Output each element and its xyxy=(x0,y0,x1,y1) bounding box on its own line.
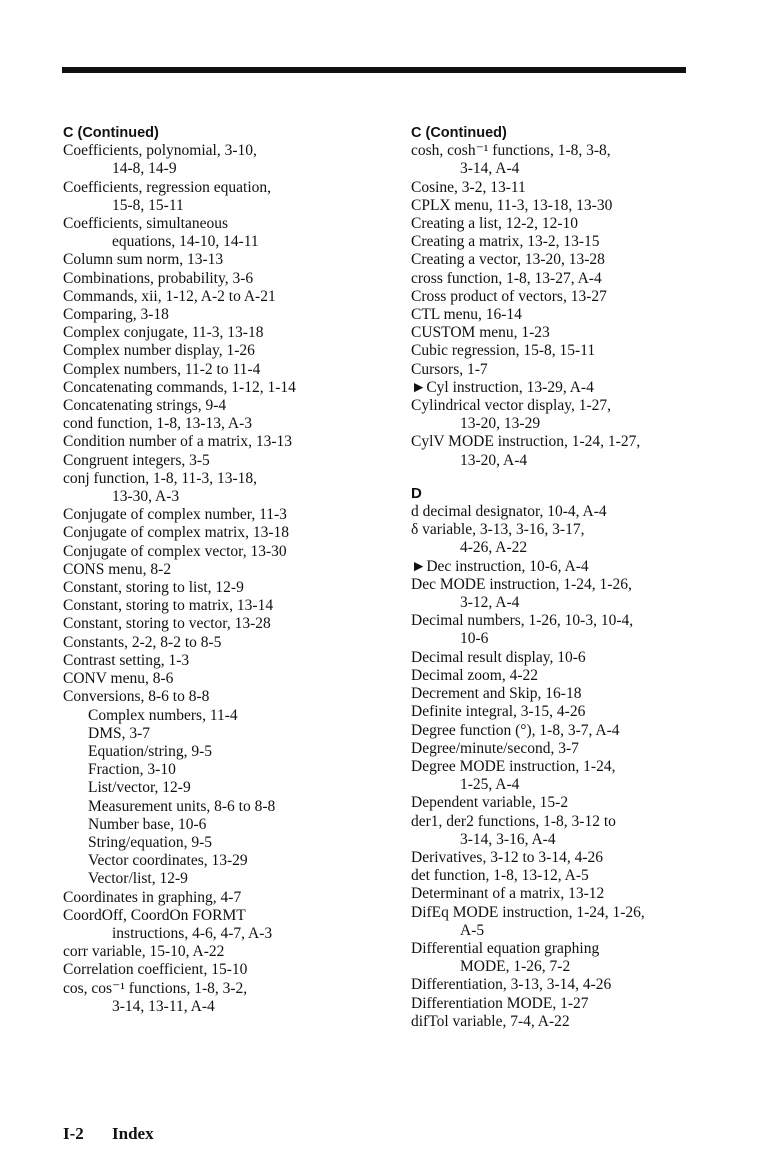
index-entry: Creating a list, 12-2, 12-10 xyxy=(411,215,579,233)
index-entry: Constant, storing to matrix, 13-14 xyxy=(63,597,274,615)
section-letter-d: D xyxy=(411,484,422,502)
index-subentry: DMS, 3-7 xyxy=(88,724,151,742)
entry-list xyxy=(63,142,363,1016)
index-entry: CylV MODE instruction, 1-24, 1-27, xyxy=(411,433,641,451)
index-subentry: Vector coordinates, 13-29 xyxy=(88,852,248,870)
index-entry: CONV menu, 8-6 xyxy=(63,670,174,688)
index-entry-continuation: 13-30, A-3 xyxy=(112,488,180,506)
entry-list xyxy=(411,503,711,1031)
index-entry-continuation: 1-25, A-4 xyxy=(460,776,520,794)
index-entry: Condition number of a matrix, 13-13 xyxy=(63,433,293,451)
index-entry: Column sum norm, 13-13 xyxy=(63,251,224,269)
footer-section-title: Index xyxy=(112,1124,154,1143)
index-entry-continuation: A-5 xyxy=(460,921,485,939)
index-entry: Definite integral, 3-15, 4-26 xyxy=(411,703,586,721)
index-entry: Conversions, 8-6 to 8-8 xyxy=(63,688,210,706)
index-entry-continuation: 10-6 xyxy=(460,630,489,648)
index-subentry: Complex numbers, 11-4 xyxy=(88,706,238,724)
index-entry: Cross product of vectors, 13-27 xyxy=(411,287,607,305)
index-entry: Constants, 2-2, 8-2 to 8-5 xyxy=(63,633,222,651)
index-entry: Decimal result display, 10-6 xyxy=(411,648,586,666)
index-entry: Dec MODE instruction, 1-24, 1-26, xyxy=(411,575,632,593)
index-entry: Cosine, 3-2, 13-11 xyxy=(411,178,526,196)
index-entry: conj function, 1-8, 11-3, 13-18, xyxy=(63,469,257,487)
index-entry: Coordinates in graphing, 4-7 xyxy=(63,888,242,906)
index-entry: Conjugate of complex matrix, 13-18 xyxy=(63,524,289,542)
index-entry: Degree MODE instruction, 1-24, xyxy=(411,757,616,775)
index-entry: Degree function (°), 1-8, 3-7, A-4 xyxy=(411,721,620,739)
index-entry: Differential equation graphing xyxy=(411,939,600,957)
index-entry: Concatenating strings, 9-4 xyxy=(63,397,227,415)
index-entry: CPLX menu, 11-3, 13-18, 13-30 xyxy=(411,196,613,214)
index-entry: corr variable, 15-10, A-22 xyxy=(63,943,225,961)
index-entry: Differentiation, 3-13, 3-14, 4-26 xyxy=(411,976,612,994)
page-footer xyxy=(63,1124,154,1144)
column-heading: C (Continued) xyxy=(411,125,507,141)
index-entry: ►Dec instruction, 10-6, A-4 xyxy=(411,557,589,575)
index-entry: d decimal designator, 10-4, A-4 xyxy=(411,503,607,521)
index-entry: Differentiation MODE, 1-27 xyxy=(411,994,589,1012)
index-entry: Coefficients, regression equation, xyxy=(63,178,272,196)
index-subentry: Vector/list, 12-9 xyxy=(88,870,188,888)
index-entry: Coefficients, simultaneous xyxy=(63,215,229,233)
index-entry-continuation: instructions, 4-6, 4-7, A-3 xyxy=(112,924,273,942)
index-entry: cos, cos⁻¹ functions, 1-8, 3-2, xyxy=(63,979,248,997)
index-entry: CUSTOM menu, 1-23 xyxy=(411,324,550,342)
index-entry: Constant, storing to list, 12-9 xyxy=(63,579,244,597)
index-entry: Complex numbers, 11-2 to 11-4 xyxy=(63,360,261,378)
index-column-left xyxy=(63,124,363,1016)
index-entry-continuation: MODE, 1-26, 7-2 xyxy=(460,958,571,976)
index-entry: Constant, storing to vector, 13-28 xyxy=(63,615,271,633)
index-entry-continuation: 13-20, 13-29 xyxy=(460,415,541,433)
index-entry: Congruent integers, 3-5 xyxy=(63,451,210,469)
column-heading: C (Continued) xyxy=(63,125,159,141)
index-entry: Decimal zoom, 4-22 xyxy=(411,666,538,684)
index-entry: cross function, 1-8, 13-27, A-4 xyxy=(411,269,602,287)
index-entry: Concatenating commands, 1-12, 1-14 xyxy=(63,378,296,396)
index-entry: der1, der2 functions, 1-8, 3-12 to xyxy=(411,812,616,830)
index-entry: Degree/minute/second, 3-7 xyxy=(411,739,579,757)
index-entry: ►Cyl instruction, 13-29, A-4 xyxy=(411,378,594,396)
index-entry: Cubic regression, 15-8, 15-11 xyxy=(411,342,596,360)
index-entry: Cursors, 1-7 xyxy=(411,360,488,378)
index-entry: DifEq MODE instruction, 1-24, 1-26, xyxy=(411,903,645,921)
index-entry: Commands, xii, 1-12, A-2 to A-21 xyxy=(63,287,276,305)
index-entry-continuation: 13-20, A-4 xyxy=(460,451,528,469)
index-entry-continuation: 14-8, 14-9 xyxy=(112,160,177,178)
index-entry: δ variable, 3-13, 3-16, 3-17, xyxy=(411,521,585,539)
index-column-right xyxy=(411,124,711,1031)
index-entry: Derivatives, 3-12 to 3-14, 4-26 xyxy=(411,848,603,866)
index-subentry: Number base, 10-6 xyxy=(88,815,207,833)
index-entry-continuation: 3-14, 3-16, A-4 xyxy=(460,830,556,848)
index-entry: Conjugate of complex number, 11-3 xyxy=(63,506,287,524)
index-subentry: String/equation, 9-5 xyxy=(88,833,212,851)
index-entry-continuation: 3-14, 13-11, A-4 xyxy=(112,997,215,1015)
index-entry-continuation: equations, 14-10, 14-11 xyxy=(112,233,259,251)
index-entry: cond function, 1-8, 13-13, A-3 xyxy=(63,415,252,433)
page-number: I-2 xyxy=(63,1124,84,1143)
index-entry: Dependent variable, 15-2 xyxy=(411,794,569,812)
index-entry: Coefficients, polynomial, 3-10, xyxy=(63,142,257,160)
index-entry: Determinant of a matrix, 13-12 xyxy=(411,885,605,903)
index-entry-continuation: 3-12, A-4 xyxy=(460,594,520,612)
index-entry: Creating a vector, 13-20, 13-28 xyxy=(411,251,605,269)
index-subentry: Measurement units, 8-6 to 8-8 xyxy=(88,797,276,815)
index-entry-continuation: 15-8, 15-11 xyxy=(112,196,184,214)
index-entry: Complex conjugate, 11-3, 13-18 xyxy=(63,324,264,342)
index-subentry: Equation/string, 9-5 xyxy=(88,742,212,760)
entry-list xyxy=(411,142,711,470)
index-entry: Combinations, probability, 3-6 xyxy=(63,269,254,287)
index-entry: Creating a matrix, 13-2, 13-15 xyxy=(411,233,600,251)
index-entry: Correlation coefficient, 15-10 xyxy=(63,961,248,979)
index-entry: det function, 1-8, 13-12, A-5 xyxy=(411,867,589,885)
index-entry: Decrement and Skip, 16-18 xyxy=(411,685,582,703)
index-entry: Comparing, 3-18 xyxy=(63,306,169,324)
index-entry: Contrast setting, 1-3 xyxy=(63,651,190,669)
top-rule xyxy=(62,67,686,73)
index-entry: Cylindrical vector display, 1-27, xyxy=(411,397,612,415)
index-entry: CoordOff, CoordOn FORMT xyxy=(63,906,246,924)
index-subentry: Fraction, 3-10 xyxy=(88,761,176,779)
index-entry: cosh, cosh⁻¹ functions, 1-8, 3-8, xyxy=(411,142,611,160)
index-entry: Conjugate of complex vector, 13-30 xyxy=(63,542,287,560)
index-subentry: List/vector, 12-9 xyxy=(88,779,191,797)
index-entry-continuation: 3-14, A-4 xyxy=(460,160,520,178)
index-entry: CTL menu, 16-14 xyxy=(411,306,522,324)
index-entry: Complex number display, 1-26 xyxy=(63,342,255,360)
index-entry-continuation: 4-26, A-22 xyxy=(460,539,528,557)
index-entry: CONS menu, 8-2 xyxy=(63,560,172,578)
index-entry: Decimal numbers, 1-26, 10-3, 10-4, xyxy=(411,612,634,630)
index-entry: difTol variable, 7-4, A-22 xyxy=(411,1012,570,1030)
